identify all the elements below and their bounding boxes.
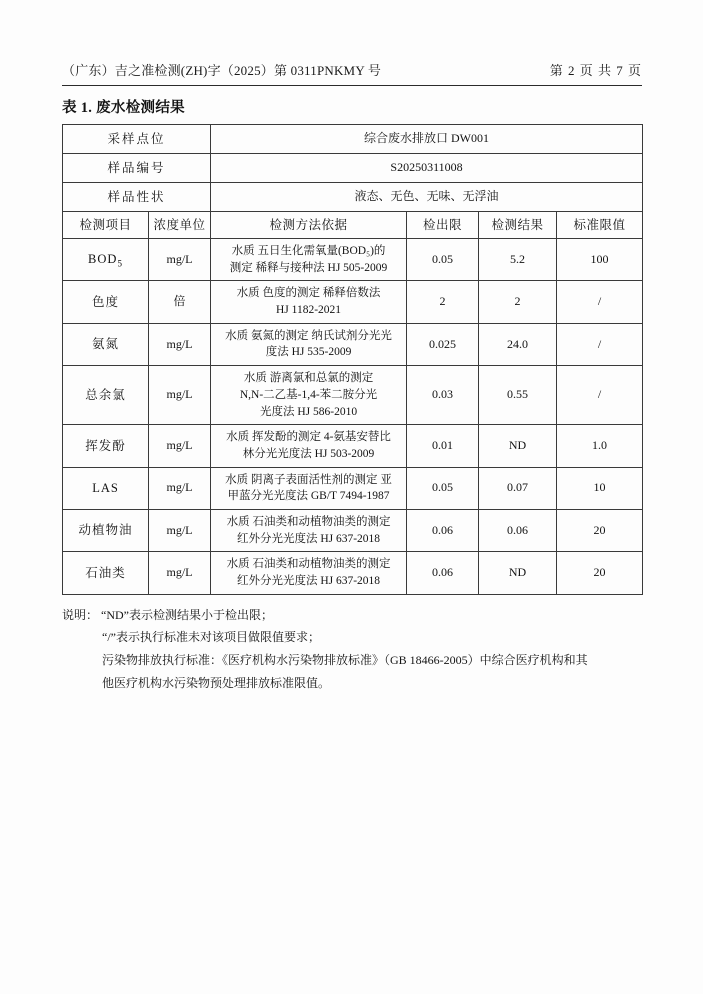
cell-method: 水质 阴离子表面活性剂的测定 亚 甲蓝分光光度法 GB/T 7494-1987	[211, 467, 407, 509]
cell-detection-limit: 0.06	[407, 509, 479, 551]
cell-result: 2	[479, 281, 557, 323]
header-divider	[62, 85, 642, 86]
cell-result: 5.2	[479, 239, 557, 281]
cell-result: 0.07	[479, 467, 557, 509]
table-row-sample-number	[63, 154, 643, 183]
cell-item: LAS	[63, 467, 149, 509]
cell-result: 0.55	[479, 366, 557, 425]
cell-detection-limit: 0.06	[407, 552, 479, 594]
cell-unit: mg/L	[149, 552, 211, 594]
cell-item: 色度	[63, 281, 149, 323]
table-row	[63, 509, 643, 551]
cell-method: 水质 色度的测定 稀释倍数法 HJ 1182-2021	[211, 281, 407, 323]
cell-standard-limit: /	[557, 281, 643, 323]
table-row	[63, 467, 643, 509]
cell-result: ND	[479, 425, 557, 467]
table-row	[63, 425, 643, 467]
cell-method: 水质 游离氯和总氯的测定 N,N-二乙基-1,4-苯二胺分光 光度法 HJ 586-2010	[211, 366, 407, 425]
cell-method: 水质 挥发酚的测定 4-氨基安替比 林分光光度法 HJ 503-2009	[211, 425, 407, 467]
table-header-row	[63, 212, 643, 239]
cell-standard-limit: /	[557, 366, 643, 425]
cell-standard-limit: 1.0	[557, 425, 643, 467]
cell-result: ND	[479, 552, 557, 594]
cell-item: 氨氮	[63, 323, 149, 365]
cell-item: 石油类	[63, 552, 149, 594]
cell-item	[63, 239, 149, 281]
row-value-sample-number: S20250311008	[211, 154, 643, 183]
cell-standard-limit: 20	[557, 552, 643, 594]
cell-unit: 倍	[149, 281, 211, 323]
cell-item: 总余氯	[63, 366, 149, 425]
cell-unit: mg/L	[149, 467, 211, 509]
cell-result: 0.06	[479, 509, 557, 551]
report-number: （广东）吉之准检测(ZH)字（2025）第 0311PNKMY 号	[62, 63, 382, 78]
cell-standard-limit: 20	[557, 509, 643, 551]
note-line-2: “/”表示执行标准未对该项目做限值要求；	[102, 630, 320, 645]
page-indicator: 第 2 页 共 7 页	[549, 63, 642, 78]
cell-item: 挥发酚	[63, 425, 149, 467]
column-header-standard-limit: 标准限值	[557, 212, 643, 239]
cell-method: 水质 石油类和动植物油类的测定 红外分光光度法 HJ 637-2018	[211, 552, 407, 594]
column-header-result: 检测结果	[479, 212, 557, 239]
cell-detection-limit: 0.05	[407, 467, 479, 509]
row-label-sampling-point: 采样点位	[63, 125, 211, 154]
cell-detection-limit: 0.01	[407, 425, 479, 467]
table-row-sampling-point	[63, 125, 643, 154]
cell-result: 24.0	[479, 323, 557, 365]
cell-detection-limit: 0.03	[407, 366, 479, 425]
column-header-unit: 浓度单位	[149, 212, 211, 239]
cell-standard-limit: /	[557, 323, 643, 365]
column-header-method: 检测方法依据	[211, 212, 407, 239]
cell-method: 水质 五日生化需氧量(BOD₅)的 测定 稀释与接种法 HJ 505-2009	[211, 239, 407, 281]
page-header	[62, 60, 642, 83]
table-row	[63, 366, 643, 425]
cell-method: 水质 石油类和动植物油类的测定 红外分光光度法 HJ 637-2018	[211, 509, 407, 551]
cell-unit: mg/L	[149, 239, 211, 281]
table-title: 表 1. 废水检测结果	[62, 100, 185, 116]
note-line-3: 污染物排放执行标准：《医疗机构水污染物排放标准》（GB 18466-2005）中综合医疗机构和其	[102, 653, 588, 668]
cell-method: 水质 氨氮的测定 纳氏试剂分光光 度法 HJ 535-2009	[211, 323, 407, 365]
cell-unit: mg/L	[149, 323, 211, 365]
wastewater-results-table	[62, 124, 643, 595]
table-row-sample-character	[63, 183, 643, 212]
cell-detection-limit: 2	[407, 281, 479, 323]
table-row	[63, 552, 643, 594]
row-value-sample-character: 液态、无色、无味、无浮油	[211, 183, 643, 212]
cell-unit: mg/L	[149, 425, 211, 467]
cell-unit: mg/L	[149, 509, 211, 551]
cell-detection-limit: 0.025	[407, 323, 479, 365]
column-header-detection-limit: 检出限	[407, 212, 479, 239]
cell-item: 动植物油	[63, 509, 149, 551]
table-row	[63, 281, 643, 323]
table-notes	[62, 604, 642, 695]
row-label-sample-number: 样品编号	[63, 154, 211, 183]
table-row	[63, 239, 643, 281]
cell-standard-limit: 10	[557, 467, 643, 509]
row-value-sampling-point: 综合废水排放口 DW001	[211, 125, 643, 154]
note-line-1: 说明： “ND”表示检测结果小于检出限；	[62, 607, 273, 622]
cell-unit: mg/L	[149, 366, 211, 425]
page-content	[62, 60, 642, 695]
column-header-item: 检测项目	[63, 212, 149, 239]
row-label-sample-character: 样品性状	[63, 183, 211, 212]
cell-standard-limit: 100	[557, 239, 643, 281]
item-bod5-label: $BOD_5$	[88, 251, 123, 269]
cell-detection-limit: 0.05	[407, 239, 479, 281]
table-row	[63, 323, 643, 365]
note-line-4: 他医疗机构水污染物预处理排放标准限值。	[102, 675, 331, 690]
